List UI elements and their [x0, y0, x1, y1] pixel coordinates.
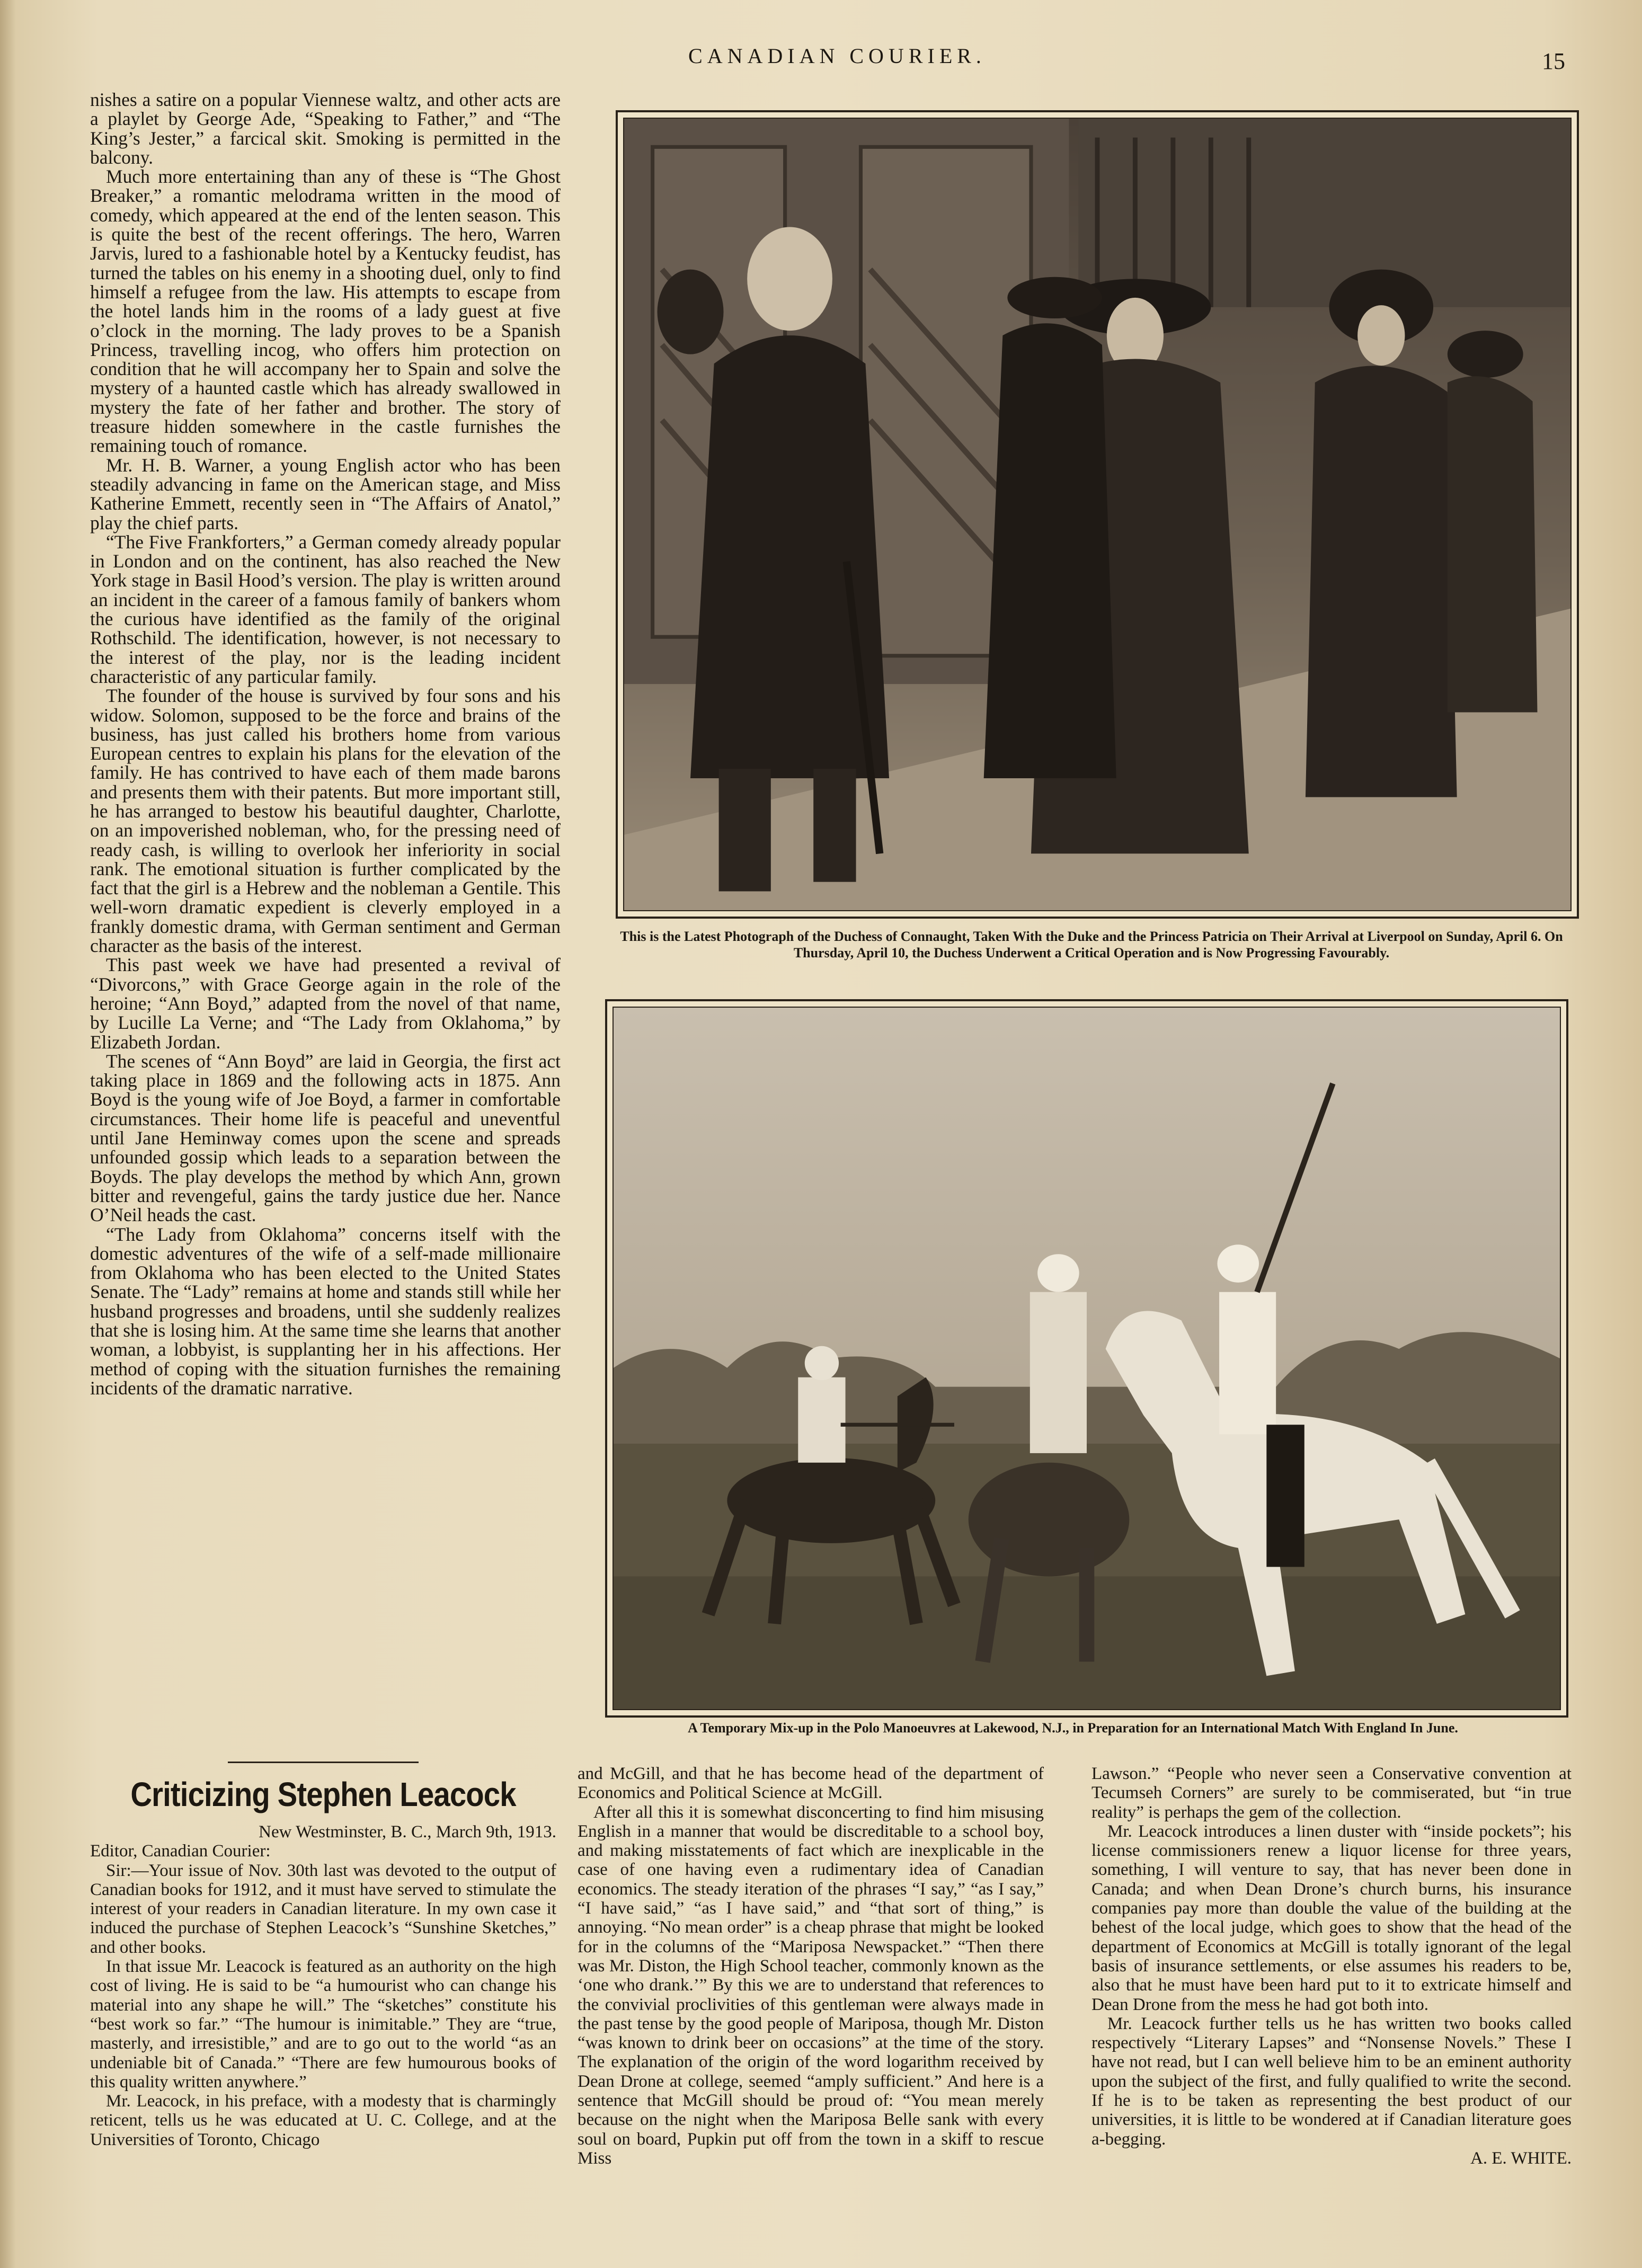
review-column [90, 90, 561, 1398]
section-divider [228, 1762, 419, 1763]
letter-dateline: New Westminster, B. C., March 9th, 1913. [259, 1822, 556, 1842]
polo-photo-illustration [614, 1008, 1560, 1709]
review-paragraph: The scenes of “Ann Boyd” are laid in Georgia, the first act taking place in 1869 and the following acts in 1875. Ann Boyd is the young wife of Joe Boyd, a farmer in comfortable circumstances. Their home life is peaceful and uneventful until Jane Heminway comes upon the scene and spreads unfounded gossip which leads to a separation between the Boyds. The play develops the method by which Ann, grown bitter and revengeful, gains the tardy justice due her. Nance O’Neil heads the cast. [90, 1050, 561, 1226]
review-paragraph: “The Five Frankforters,” a German comedy already popular in London and on the continent, has also reached the New York stage in Basil Hood’s version. The play is written around an incident in the career of a famous family of bankers whom the curious have identified as the family of the original Rothschild. The identification, however, is not necessary to the interest of the play, nor is the leading incident characteristic of any particular family. [90, 531, 561, 687]
page-fold-shadow [0, 0, 16, 2268]
letter-paragraph: Mr. Leacock introduces a linen duster with “inside pockets”; his license commissioners renew a liquor license for three years, something, I will venture to say, that has never been done in Canada; and when Dean Drone’s church burns, his insurance companies pay more than double the value of the building at the behest of the local judge, which goes to show that the head of the department of Economics at McGill is totally ignorant of the legal basis of insurance settlements, or else assumes his readers to be, also that he must have been hard put to it to extricate himself and Dean Drone from the mess he had got both into. [1091, 1821, 1572, 2014]
letter-paragraph: Mr. Leacock further tells us he has written two books called respectively “Literary Lapses” and “Nonsense Novels.” These I have not read, but I can well believe him to be an eminent authority upon the subject of the first, and fully qualified to write the second. If he is to be taken as representing the best product of our universities, it is little to be wondered at if Canadian literature goes a-begging. [1091, 2014, 1572, 2149]
review-paragraph: Mr. H. B. Warner, a young English actor who has been steadily advancing in fame on the American stage, and Miss Katherine Emmett, recently seen in “The Affairs of Anatol,” play the chief parts. [90, 454, 561, 533]
duchess-arrival-photo [616, 110, 1579, 919]
letter-paragraph: Mr. Leacock, in his preface, with a modesty that is charmingly reticent, tells us he was educated at U. C. College, and at the Universities of Toronto, Chicago [90, 2092, 556, 2149]
letter-paragraph: and McGill, and that he has become head of the department of Economics and Political Science at McGill. [578, 1764, 1044, 1803]
letter-paragraph: In that issue Mr. Leacock is featured as an authority on the high cost of living. He is said to be “a humourist who can change his material into any shape he will.” The “sketches” constitute his “best work so far.” “The humour is inimitable.” They are “true, masterly, and irresistible,” and are to go out to the world “as an undeniable bit of Canada.” “There are few humourous books of this quality written anywhere.” [90, 1957, 556, 2092]
letter-column-2 [578, 1764, 1044, 2168]
letter-headline: Criticizing Stephen Leacock [130, 1775, 516, 1813]
duchess-photo-illustration [624, 119, 1570, 910]
letter-paragraph: Lawson.” “People who never seen a Conservative convention at Tecumseh Corners” are surely to be commiserated, but “in true reality” is perhaps the gem of the collection. [1091, 1764, 1572, 1822]
letter-paragraph: Sir:—Your issue of Nov. 30th last was devoted to the output of Canadian books for 1912, and it must have served to stimulate the interest of your readers in Canadian literature. In my own case it induced the purchase of Stephen Leacock’s “Sunshine Sketches,” and other books. [90, 1861, 556, 1957]
page-number: 15 [1542, 48, 1565, 74]
polo-photo-caption: A Temporary Mix-up in the Polo Manoeuvres at Lakewood, N.J., in Preparation for an International Match With England In June. [688, 1720, 1458, 1736]
letter-column-1 [90, 1822, 556, 2149]
review-paragraph: The founder of the house is survived by four sons and his widow. Solomon, supposed to be the force and brains of the business, has just called his brothers home from various European centres to explain his plans for the elevation of the family. He has contrived to have each of them made barons and presents them with their patents. But more important still, he has arranged to bestow his beautiful daughter, Charlotte, on an impoverished nobleman, who, for the pressing need of ready cash, is willing to overlook her inferiority in social rank. The emotional situation is further complicated by the fact that the girl is a Hebrew and the nobleman a Gentile. This well-worn dramatic expedient is cleverly employed in a frankly domestic drama, with German sentiment and German character as the basis of the interest. [90, 685, 561, 957]
masthead-title: CANADIAN COURIER. [688, 44, 986, 68]
letter-signature: A. E. WHITE. [1470, 2148, 1572, 2168]
review-paragraph: nishes a satire on a popular Viennese waltz, and other acts are a playlet by George Ade, “Speaking to Father,” and “The King’s Jester,” a farcical skit. Smoking is permitted in the balcony. [90, 89, 561, 168]
review-paragraph: “The Lady from Oklahoma” concerns itself with the domestic adventures of the wife of a self-made millionaire from Oklahoma who has been elected to the United States Senate. The “Lady” remains at home and stands still while her husband progresses and broadens, until she suddenly realizes that she is losing him. At the same time she learns that another woman, a lobbyist, is supplanting her in his affections. Her method of coping with the situation furnishes the remaining incidents of the dramatic narrative. [90, 1223, 561, 1399]
letter-salutation: Editor, Canadian Courier: [90, 1842, 271, 1861]
review-paragraph: This past week we have had presented a revival of “Divorcons,” with Grace George again in the role of the heroine; “Ann Boyd,” adapted from the novel of that name, by Lucille La Verne; and “The Lady from Oklahoma,” by Elizabeth Jordan. [90, 954, 561, 1053]
polo-photo [605, 999, 1568, 1718]
review-paragraph: Much more entertaining than any of these is “The Ghost Breaker,” a romantic melodrama written in the mood of comedy, which appeared at the end of the lenten season. This is quite the best of the recent offerings. The hero, Warren Jarvis, lured to a fashionable hotel by a Kentucky feudist, has turned the tables on his enemy in a shooting duel, only to find himself a refugee from the law. His attempts to escape from the hotel lands him in the rooms of a lady guest at five o’clock in the morning. The lady proves to be a Spanish Princess, travelling incog, who offers him protection on condition that he will accompany her to Spain and solve the mystery of a haunted castle which has already swallowed in mystery the fate of her father and brother. The story of treasure hidden somewhere in the castle furnishes the remaining touch of romance. [90, 166, 561, 457]
letter-paragraph: After all this it is somewhat disconcerting to find him misusing English in a manner that would be discreditable to a school boy, and making misstatements of fact which are inexplicable in the case of one having even a rudimentary idea of Canadian economics. The steady iteration of the phrases “I say,” “as I say,” “I have said,” “as I have said,” and “that sort of thing,” is annoying. “No mean order” is a cheap phrase that might be looked for in the columns of the “Mariposa Newspacket.” “Then there was Mr. Diston, the High School teacher, commonly known as the ‘one who drank.’” By this we are to understand that references to the convivial proclivities of this gentleman were always made in the past tense by the good people of Mariposa, though Mr. Diston “was known to drink beer on occasions” at the time of the story. The explanation of the origin of the word logarithm received by Dean Drone at college, seemed “amply sufficient.” And here is a sentence that McGill should be proud of: “You mean merely because on the night when the Mariposa Belle sank with every soul on board, Pupkin put off from the town in a skiff to rescue Miss [578, 1802, 1044, 2168]
duchess-photo-caption: This is the Latest Photograph of the Duchess of Connaught, Taken With the Duke and the Princess Patricia on Their Arrival at Liverpool on Sunday, April 6. On Thursday, April 10, the Duchess Underwent a Critical Operation and is Now Progressing Favourably. [620, 929, 1563, 960]
letter-column-3 [1091, 1764, 1572, 2168]
